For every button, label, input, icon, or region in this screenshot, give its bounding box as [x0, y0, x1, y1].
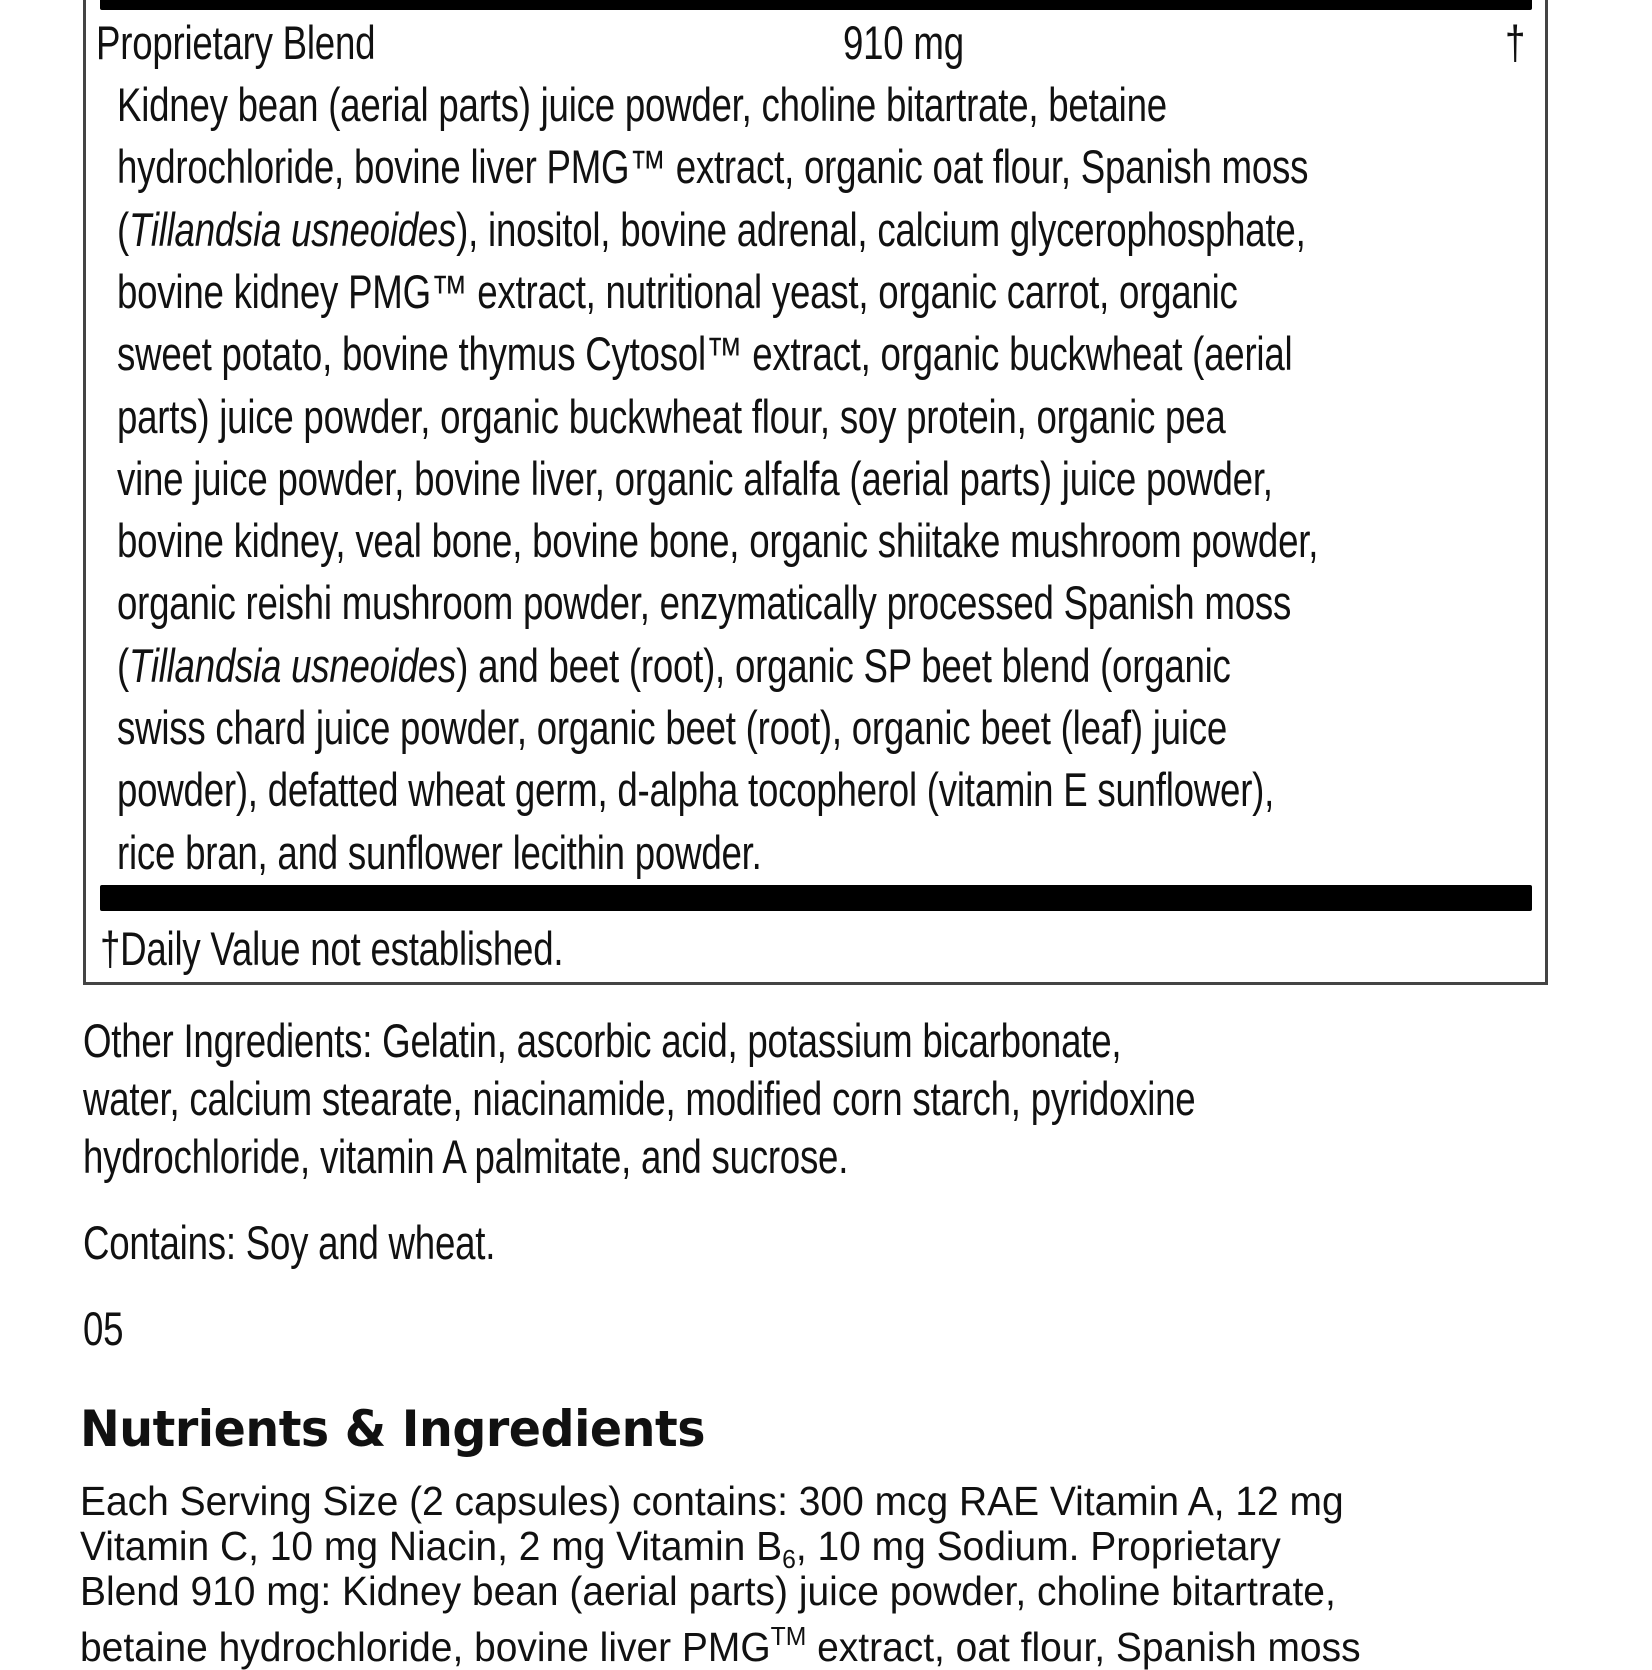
allergen-statement: Contains: Soy and wheat.: [83, 1216, 496, 1269]
blend-ingredient-line: [117, 323, 1292, 385]
blend-ingredient-line: [117, 386, 1226, 448]
line-text: (: [117, 202, 129, 256]
top-thick-rule: [100, 0, 1532, 10]
line-text: ), inositol, bovine adrenal, calcium glycerophosphate,: [456, 202, 1306, 256]
blend-ingredient-line: [117, 261, 1238, 323]
other-ingredients-line: water, calcium stearate, niacinamide, modified corn starch, pyridoxine: [83, 1072, 1196, 1125]
blend-ingredient-line: [117, 635, 1231, 697]
daily-value-footnote: †Daily Value not established.: [100, 922, 564, 975]
blend-ingredient-line: [117, 572, 1291, 634]
line-text: bovine kidney, veal bone, bovine bone, organic shiitake mushroom powder,: [117, 514, 1319, 568]
line-text: vine juice powder, bovine liver, organic alfalfa (aerial parts) juice powder,: [117, 451, 1273, 505]
blend-daily-value: †: [1505, 16, 1526, 69]
line-text: sweet potato, bovine thymus Cytosol™ extract, organic buckwheat (aerial: [117, 327, 1293, 381]
blend-name: Proprietary Blend: [96, 16, 376, 69]
line-text: powder), defatted wheat germ, d-alpha tocopherol (vitamin E sunflower),: [117, 763, 1275, 817]
subscript: 6: [782, 1544, 796, 1574]
blend-ingredient-line: [117, 510, 1318, 572]
blend-ingredient-line: [117, 697, 1227, 759]
other-ingredients-line: hydrochloride, vitamin A palmitate, and sucrose.: [83, 1130, 849, 1183]
nutrients-line: betaine hydrochloride, bovine liver PMG™ extract, oat flour, Spanish moss: [80, 1621, 1361, 1670]
line-text: swiss chard juice powder, organic beet (root), organic beet (leaf) juice: [117, 701, 1227, 754]
nutrients-line: Each Serving Size (2 capsules) contains: 300 mcg RAE Vitamin A, 12 mg: [80, 1478, 1344, 1524]
bottom-thick-rule: [100, 885, 1532, 911]
blend-ingredient-line: [117, 199, 1306, 261]
line-text: organic reishi mushroom powder, enzymatically processed Spanish moss: [117, 576, 1292, 630]
botanical-name: Tillandsia usneoides: [128, 202, 457, 256]
nutrients-line: Blend 910 mg: Kidney bean (aerial parts) juice powder, choline bitartrate,: [80, 1568, 1336, 1614]
label-code: 05: [83, 1302, 124, 1355]
line-text: rice bran, and sunflower lecithin powder.: [117, 825, 762, 879]
blend-ingredient-line: [117, 136, 1308, 198]
line-text: Kidney bean (aerial parts) juice powder, choline bitartrate, betaine: [117, 78, 1167, 131]
trademark-superscript: TM: [770, 1621, 807, 1651]
blend-ingredient-line: [117, 448, 1273, 510]
blend-ingredient-line: [117, 822, 762, 884]
line-text: ) and beet (root), organic SP beet blend (organic: [456, 638, 1231, 692]
section-heading: Nutrients & Ingredients: [80, 1400, 705, 1458]
line-text: hydrochloride, bovine liver PMG™ extract, organic oat flour, Spanish moss: [117, 140, 1309, 194]
blend-ingredient-line: [117, 74, 1167, 136]
line-text: bovine kidney PMG™ extract, nutritional yeast, organic carrot, organic: [117, 264, 1238, 318]
blend-ingredient-line: [117, 759, 1274, 821]
nutrients-line: Vitamin C, 10 mg Niacin, 2 mg Vitamin $B_6$, 10 mg Sodium. Proprietary: [80, 1523, 1281, 1574]
line-text: parts) juice powder, organic buckwheat flour, soy protein, organic pea: [117, 389, 1226, 443]
botanical-name: Tillandsia usneoides: [128, 638, 457, 692]
line-text: (: [117, 638, 129, 692]
blend-amount: 910 mg: [843, 16, 964, 69]
other-ingredients-line: Other Ingredients: Gelatin, ascorbic acid, potassium bicarbonate,: [83, 1014, 1122, 1067]
